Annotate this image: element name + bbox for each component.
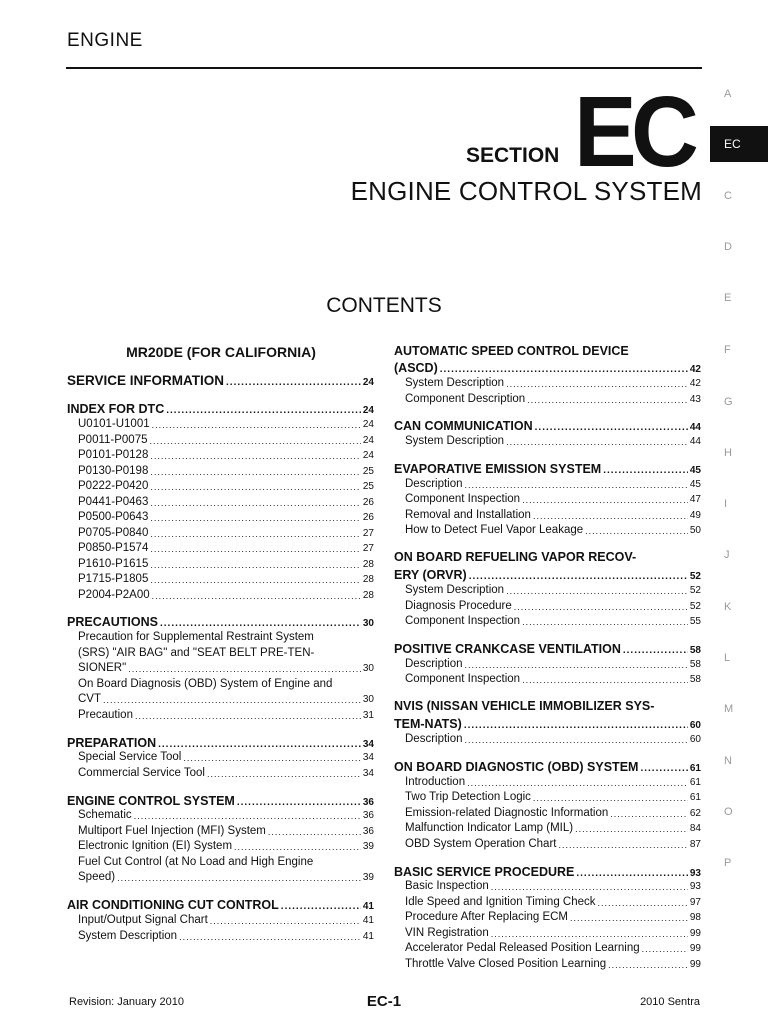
toc-subentry[interactable]: Component Inspection ..... 58 [394, 673, 701, 685]
toc-subentry[interactable]: Diagnosis Procedure ..... 52 [394, 600, 701, 612]
tab-n[interactable]: N [724, 755, 732, 767]
toc-entry-line[interactable]: NVIS (NISSAN VEHICLE IMMOBILIZER SYS- [394, 699, 655, 713]
toc-subentry[interactable]: P0101-P0128 ..... 24 [67, 449, 374, 461]
toc-subentry[interactable]: VIN Registration ..... 99 [394, 927, 701, 939]
toc-subentry[interactable]: P0500-P0643 ..... 26 [67, 511, 374, 523]
toc-subentry[interactable]: Input/Output Signal Chart ..... 41 [67, 914, 374, 926]
toc-entry-line[interactable]: ON BOARD REFUELING VAPOR RECOV- [394, 550, 637, 564]
toc-subentry[interactable]: Electronic Ignition (EI) System ..... 39 [67, 840, 374, 852]
tab-j[interactable]: J [724, 549, 730, 561]
toc-subentry[interactable]: P0705-P0840 ..... 27 [67, 527, 374, 539]
tab-o[interactable]: O [724, 806, 733, 818]
toc-subentry[interactable]: Throttle Valve Closed Position Learning ..... 99 [394, 958, 701, 970]
toc-entry-line[interactable]: AUTOMATIC SPEED CONTROL DEVICE [394, 344, 629, 358]
toc-subentry[interactable]: Component Inspection ..... 55 [394, 615, 701, 627]
toc-subentry[interactable]: Precaution ..... 31 [67, 709, 374, 721]
tab-f[interactable]: F [724, 344, 731, 356]
toc-subentry[interactable]: Introduction ..... 61 [394, 776, 701, 788]
tab-ec-active[interactable]: EC [710, 126, 768, 162]
toc-subentry[interactable]: P0011-P0075 ..... 24 [67, 434, 374, 446]
toc-subentry[interactable]: Removal and Installation ..... 49 [394, 509, 701, 521]
toc-entry-positive-crankcase-ventilation[interactable]: POSITIVE CRANKCASE VENTILATION ..... 58 [394, 642, 701, 656]
tab-a[interactable]: A [724, 88, 732, 100]
section-code: EC [574, 76, 694, 188]
tab-p[interactable]: P [724, 857, 732, 869]
toc-subentry[interactable]: System Description ..... 41 [67, 930, 374, 942]
toc-entry-precautions[interactable]: PRECAUTIONS ..... 30 [67, 615, 374, 629]
tab-h[interactable]: H [724, 447, 732, 459]
toc-subentry[interactable]: U0101-U1001 ..... 24 [67, 418, 374, 430]
toc-right-column [394, 0, 701, 1024]
toc-subentry[interactable]: System Description ..... 42 [394, 377, 701, 389]
footer-page-id: EC-1 [366, 993, 402, 1010]
toc-subentry[interactable]: Malfunction Indicator Lamp (MIL) ..... 84 [394, 822, 701, 834]
tab-l[interactable]: L [724, 652, 731, 664]
toc-entry-evaporative-emission-system[interactable]: EVAPORATIVE EMISSION SYSTEM ..... 45 [394, 462, 701, 476]
toc-entry-nvis[interactable]: TEM-NATS) ..... 60 [394, 717, 701, 731]
toc-entry-preparation[interactable]: PREPARATION ..... 34 [67, 736, 374, 750]
toc-subentry[interactable]: P2004-P2A00 ..... 28 [67, 589, 374, 601]
toc-entry-air-conditioning-cut-control[interactable]: AIR CONDITIONING CUT CONTROL ..... 41 [67, 898, 374, 912]
toc-entry-obd-system[interactable]: ON BOARD DIAGNOSTIC (OBD) SYSTEM ..... 61 [394, 760, 701, 774]
toc-subentry[interactable]: Commercial Service Tool ..... 34 [67, 767, 374, 779]
tab-k[interactable]: K [724, 601, 732, 613]
toc-subentry[interactable]: P0222-P0420 ..... 25 [67, 480, 374, 492]
toc-entry-can-communication[interactable]: CAN COMMUNICATION ..... 44 [394, 419, 701, 433]
toc-subentry[interactable]: Accelerator Pedal Released Position Learning ..... 99 [394, 942, 701, 954]
left-subtitle: MR20DE (FOR CALIFORNIA) [126, 344, 316, 360]
toc-subentry[interactable]: Speed) ..... 39 [67, 871, 374, 883]
toc-subentry[interactable]: SIONER" ..... 30 [67, 662, 374, 674]
toc-subentry[interactable]: P0850-P1574 ..... 27 [67, 542, 374, 554]
toc-entry-engine-control-system[interactable]: ENGINE CONTROL SYSTEM ..... 36 [67, 794, 374, 808]
toc-subentry-line[interactable]: On Board Diagnosis (OBD) System of Engine and [78, 678, 333, 690]
footer-revision: Revision: January 2010 [69, 996, 184, 1008]
toc-entry-orvr[interactable]: ERY (ORVR) ..... 52 [394, 568, 701, 582]
section-label: SECTION [466, 144, 560, 167]
toc-subentry[interactable]: P1715-P1805 ..... 28 [67, 573, 374, 585]
toc-subentry-line[interactable]: Fuel Cut Control (at No Load and High Engine [78, 856, 314, 868]
tab-d[interactable]: D [724, 241, 732, 253]
toc-entry-service-information[interactable]: SERVICE INFORMATION ..... 24 [67, 373, 374, 388]
tab-g[interactable]: G [724, 396, 733, 408]
toc-entry-ascd[interactable]: (ASCD) ..... 42 [394, 361, 701, 375]
toc-subentry[interactable]: P1610-P1615 ..... 28 [67, 558, 374, 570]
toc-subentry[interactable]: CVT ..... 30 [67, 693, 374, 705]
toc-subentry[interactable]: Schematic ..... 36 [67, 809, 374, 821]
toc-subentry[interactable]: Component Inspection ..... 47 [394, 493, 701, 505]
toc-subentry[interactable]: Idle Speed and Ignition Timing Check ..... 97 [394, 896, 701, 908]
toc-subentry[interactable]: P0441-P0463 ..... 26 [67, 496, 374, 508]
running-header: ENGINE [67, 30, 143, 51]
toc-subentry[interactable]: Special Service Tool ..... 34 [67, 751, 374, 763]
toc-subentry[interactable]: Multiport Fuel Injection (MFI) System ..... 36 [67, 825, 374, 837]
footer-model: 2010 Sentra [640, 996, 700, 1008]
tab-m[interactable]: M [724, 703, 734, 715]
toc-subentry-line[interactable]: Precaution for Supplemental Restraint System [78, 631, 314, 643]
toc-subentry[interactable]: P0130-P0198 ..... 25 [67, 465, 374, 477]
toc-subentry[interactable]: Procedure After Replacing ECM ..... 98 [394, 911, 701, 923]
toc-subentry[interactable]: How to Detect Fuel Vapor Leakage ..... 50 [394, 524, 701, 536]
tab-i[interactable]: I [724, 498, 728, 510]
toc-subentry[interactable]: Description ..... 60 [394, 733, 701, 745]
toc-entry-index-for-dtc[interactable]: INDEX FOR DTC ..... 24 [67, 402, 374, 416]
toc-subentry[interactable]: Emission-related Diagnostic Information ..... 62 [394, 807, 701, 819]
toc-subentry[interactable]: Basic Inspection ..... 93 [394, 880, 701, 892]
toc-subentry[interactable]: System Description ..... 52 [394, 584, 701, 596]
toc-subentry[interactable]: Two Trip Detection Logic ..... 61 [394, 791, 701, 803]
toc-subentry[interactable]: Component Description ..... 43 [394, 393, 701, 405]
contents-title: CONTENTS [326, 294, 442, 317]
toc-left-column [67, 0, 374, 1024]
toc-subentry[interactable]: Description ..... 58 [394, 658, 701, 670]
tab-e[interactable]: E [724, 292, 732, 304]
tab-c[interactable]: C [724, 190, 732, 202]
toc-subentry[interactable]: System Description ..... 44 [394, 435, 701, 447]
toc-subentry-line[interactable]: (SRS) "AIR BAG" and "SEAT BELT PRE-TEN- [78, 647, 315, 659]
toc-subentry[interactable]: Description ..... 45 [394, 478, 701, 490]
toc-entry-basic-service-procedure[interactable]: BASIC SERVICE PROCEDURE ..... 93 [394, 865, 701, 879]
section-title: ENGINE CONTROL SYSTEM [350, 176, 702, 206]
toc-subentry[interactable]: OBD System Operation Chart ..... 87 [394, 838, 701, 850]
